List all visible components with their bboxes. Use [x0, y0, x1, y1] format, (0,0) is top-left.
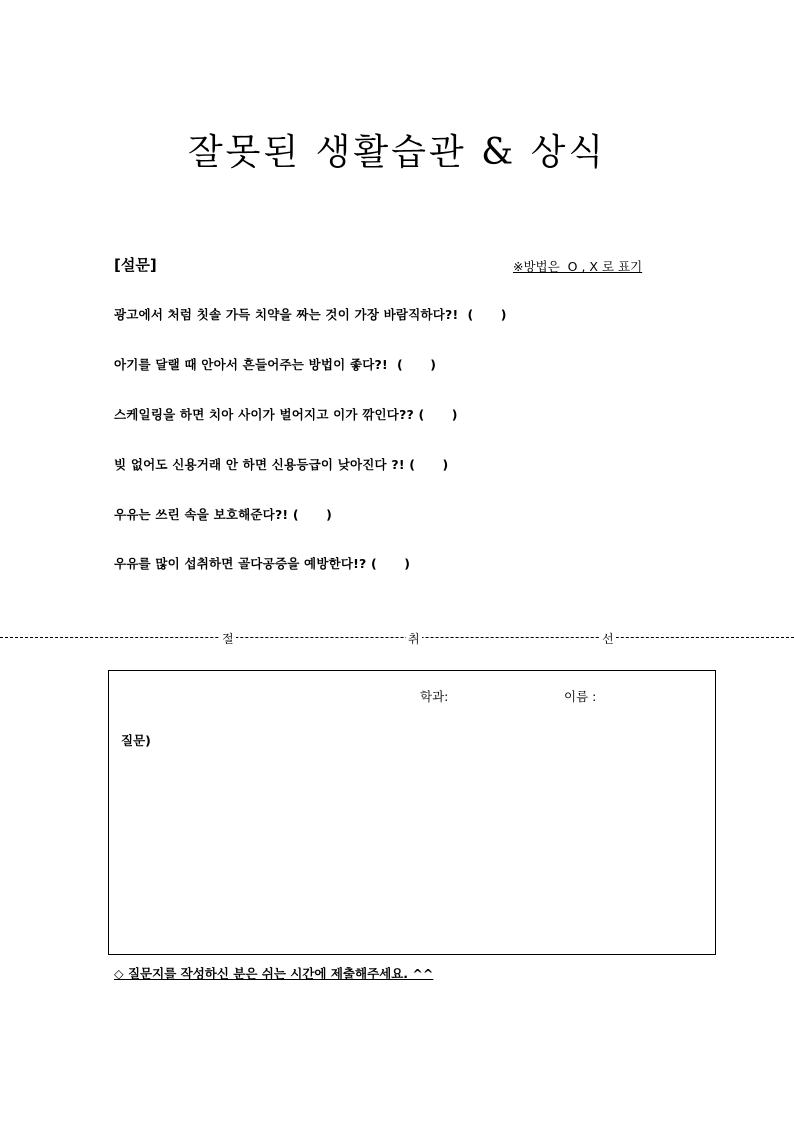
cut-line: [0, 637, 794, 639]
question-3: 스케일링을 하면 치아 사이가 벌어지고 이가 깎인다?? ( ): [114, 407, 458, 422]
department-label: 학과:: [420, 689, 449, 704]
answer-form-box: [108, 670, 716, 955]
question-6: 우유를 많이 섭취하면 골다공증을 예방한다!? ( ): [114, 556, 411, 571]
question-1: 광고에서 처럼 칫솔 가득 치약을 짜는 것이 가장 바람직하다?! ( ): [114, 307, 507, 322]
question-label: 질문): [121, 733, 151, 748]
question-4: 빚 없어도 신용거래 안 하면 신용등급이 낮아진다 ?! ( ): [114, 457, 449, 472]
survey-header: [설문]: [114, 256, 157, 274]
cut-line-label-2: 취: [408, 632, 420, 646]
method-note: ※방법은 O , X 로 표기: [513, 259, 643, 274]
cut-line-label-3: 선: [602, 632, 614, 646]
footer-note: ◇ 질문지를 작성하신 분은 쉬는 시간에 제출해주세요. ^^: [114, 966, 434, 981]
name-label: 이름 :: [564, 689, 597, 704]
question-2: 아기를 달랠 때 안아서 흔들어주는 방법이 좋다?! ( ): [114, 357, 437, 372]
question-5: 우유는 쓰린 속을 보호해준다?! ( ): [114, 507, 332, 522]
cut-line-label-1: 절: [222, 632, 234, 646]
page-title: 잘못된 생활습관 & 상식: [187, 132, 607, 173]
